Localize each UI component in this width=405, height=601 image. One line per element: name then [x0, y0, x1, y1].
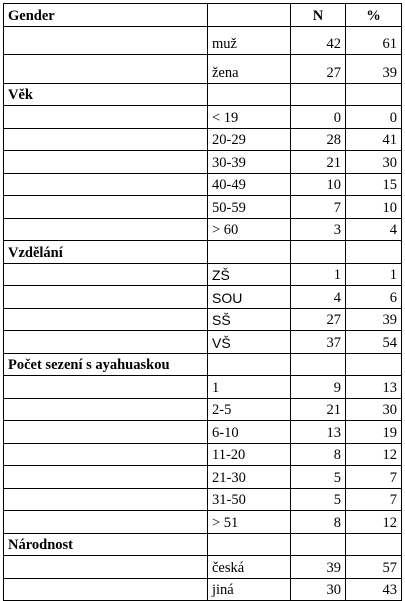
- row-label: SOU: [208, 286, 291, 309]
- empty-cell: [291, 83, 346, 106]
- empty-cell: [4, 578, 208, 601]
- empty-cell: [4, 173, 208, 196]
- empty-cell: [4, 331, 208, 354]
- row-count: 10: [291, 173, 346, 196]
- row-label: < 19: [208, 106, 291, 129]
- row-label: 6-10: [208, 421, 291, 444]
- empty-cell: [208, 353, 291, 376]
- row-count: 13: [291, 421, 346, 444]
- row-percent: 0: [346, 106, 402, 129]
- table-row: [4, 106, 402, 129]
- section-title: Věk: [4, 83, 208, 106]
- row-percent: 30: [346, 398, 402, 421]
- row-percent: 43: [346, 578, 402, 601]
- table-row: [4, 331, 402, 354]
- row-count: 37: [291, 331, 346, 354]
- row-percent: 13: [346, 376, 402, 399]
- row-label: 2-5: [208, 398, 291, 421]
- row-count: 42: [291, 26, 346, 55]
- row-count: 30: [291, 578, 346, 601]
- row-label: 11-20: [208, 443, 291, 466]
- row-count: 8: [291, 511, 346, 534]
- row-count: 9: [291, 376, 346, 399]
- row-percent: 57: [346, 556, 402, 579]
- empty-cell: [4, 466, 208, 489]
- empty-cell: [4, 421, 208, 444]
- row-count: 7: [291, 196, 346, 219]
- row-label: česká: [208, 556, 291, 579]
- row-label: 40-49: [208, 173, 291, 196]
- row-percent: 54: [346, 331, 402, 354]
- row-percent: 4: [346, 218, 402, 241]
- row-label: 50-59: [208, 196, 291, 219]
- empty-cell: [208, 533, 291, 556]
- demographics-table: [3, 3, 402, 601]
- empty-cell: [4, 308, 208, 331]
- table-row: [4, 376, 402, 399]
- empty-cell: [4, 556, 208, 579]
- row-percent: 30: [346, 151, 402, 174]
- table-row: [4, 398, 402, 421]
- section-header-row: [4, 533, 402, 556]
- table-row: [4, 263, 402, 286]
- table-row: [4, 443, 402, 466]
- table-row: [4, 488, 402, 511]
- empty-cell: [4, 488, 208, 511]
- row-label: muž: [208, 26, 291, 55]
- empty-cell: [346, 83, 402, 106]
- row-label: 30-39: [208, 151, 291, 174]
- row-label: ZŠ: [208, 263, 291, 286]
- row-percent: 19: [346, 421, 402, 444]
- row-count: 5: [291, 466, 346, 489]
- section-header-row: [4, 241, 402, 264]
- empty-cell: [208, 241, 291, 264]
- empty-cell: [4, 196, 208, 219]
- row-count: 4: [291, 286, 346, 309]
- empty-cell: [291, 241, 346, 264]
- empty-cell: [4, 398, 208, 421]
- empty-cell: [4, 106, 208, 129]
- empty-cell: [4, 376, 208, 399]
- empty-cell: [291, 533, 346, 556]
- row-percent: 15: [346, 173, 402, 196]
- table-row: [4, 578, 402, 601]
- empty-cell: [4, 286, 208, 309]
- row-count: 21: [291, 398, 346, 421]
- empty-cell: [208, 83, 291, 106]
- row-percent: 12: [346, 443, 402, 466]
- row-count: 28: [291, 128, 346, 151]
- row-count: 1: [291, 263, 346, 286]
- row-label: 31-50: [208, 488, 291, 511]
- row-label: 20-29: [208, 128, 291, 151]
- row-label: 1: [208, 376, 291, 399]
- table-row: [4, 173, 402, 196]
- header-empty: [208, 4, 291, 27]
- header-n: N: [291, 4, 346, 27]
- table-row: [4, 286, 402, 309]
- section-header-row: [4, 353, 402, 376]
- row-label: VŠ: [208, 331, 291, 354]
- empty-cell: [4, 55, 208, 84]
- table-row: [4, 128, 402, 151]
- table-row: [4, 196, 402, 219]
- empty-cell: [291, 353, 346, 376]
- table-body: [4, 4, 402, 601]
- row-percent: 7: [346, 488, 402, 511]
- row-count: 3: [291, 218, 346, 241]
- section-title: Národnost: [4, 533, 208, 556]
- row-count: 8: [291, 443, 346, 466]
- empty-cell: [4, 26, 208, 55]
- row-label: > 60: [208, 218, 291, 241]
- row-percent: 39: [346, 55, 402, 84]
- row-count: 27: [291, 55, 346, 84]
- row-label: SŠ: [208, 308, 291, 331]
- empty-cell: [346, 533, 402, 556]
- row-percent: 12: [346, 511, 402, 534]
- empty-cell: [4, 511, 208, 534]
- empty-cell: [4, 151, 208, 174]
- row-percent: 39: [346, 308, 402, 331]
- row-label: 21-30: [208, 466, 291, 489]
- row-count: 21: [291, 151, 346, 174]
- section-title: Vzdělání: [4, 241, 208, 264]
- table-row: [4, 466, 402, 489]
- table-row: [4, 308, 402, 331]
- empty-cell: [4, 263, 208, 286]
- table-row: [4, 26, 402, 55]
- row-count: 39: [291, 556, 346, 579]
- row-label: > 51: [208, 511, 291, 534]
- row-label: žena: [208, 55, 291, 84]
- row-percent: 10: [346, 196, 402, 219]
- row-percent: 1: [346, 263, 402, 286]
- empty-cell: [346, 353, 402, 376]
- header-category: Gender: [4, 4, 208, 27]
- empty-cell: [4, 218, 208, 241]
- row-count: 5: [291, 488, 346, 511]
- table-row: [4, 55, 402, 84]
- table-row: [4, 151, 402, 174]
- row-count: 0: [291, 106, 346, 129]
- section-title: Počet sezení s ayahuaskou: [4, 353, 208, 376]
- row-label: jiná: [208, 578, 291, 601]
- table-row: [4, 511, 402, 534]
- row-percent: 61: [346, 26, 402, 55]
- row-count: 27: [291, 308, 346, 331]
- table-row: [4, 556, 402, 579]
- table-row: [4, 421, 402, 444]
- empty-cell: [4, 128, 208, 151]
- row-percent: 41: [346, 128, 402, 151]
- header-row: [4, 4, 402, 27]
- row-percent: 6: [346, 286, 402, 309]
- row-percent: 7: [346, 466, 402, 489]
- header-pct: %: [346, 4, 402, 27]
- empty-cell: [4, 443, 208, 466]
- table-row: [4, 218, 402, 241]
- empty-cell: [346, 241, 402, 264]
- section-header-row: [4, 83, 402, 106]
